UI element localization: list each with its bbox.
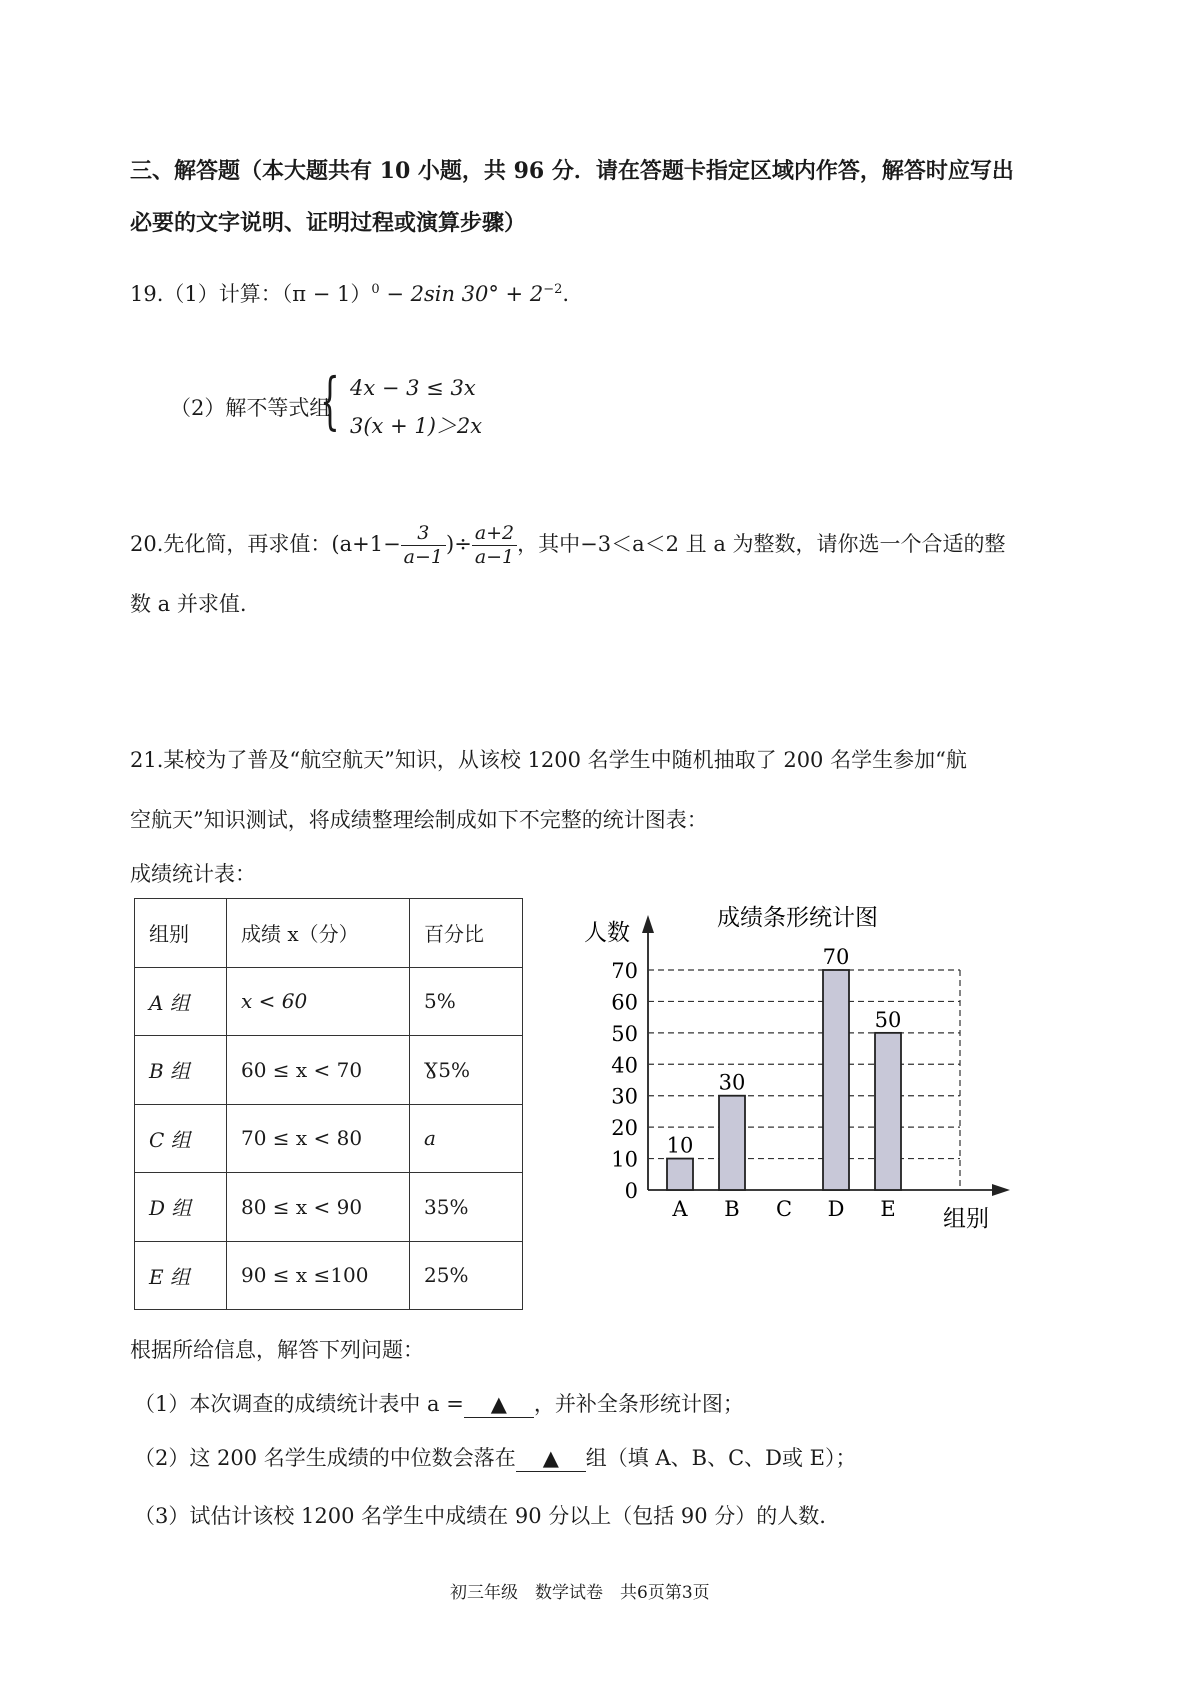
x-tick-label: D (827, 1197, 845, 1221)
section-header-line1: 三、解答题（本大题共有 10 小题，共 96 分．请在答题卡指定区域内作答，解答时应写出 (130, 158, 1014, 184)
y-tick-label: 60 (611, 990, 638, 1015)
q19-part1 (130, 282, 569, 307)
q20-frac2-num: a+2 (472, 522, 517, 546)
table-cell: 90 ≤ x ≤100 (227, 1241, 410, 1310)
y-tick-label: 40 (611, 1053, 638, 1078)
q21-sub1-prefix: （1）本次调查的成绩统计表中 a = (134, 1392, 464, 1416)
table-cell: E 组 (135, 1241, 227, 1310)
table-row (135, 1241, 523, 1310)
inequality-2: 3(x + 1)＞2x (350, 414, 483, 438)
table-cell: 25% (410, 1241, 523, 1310)
bar-data-label: 30 (718, 1070, 746, 1095)
table-cell: Ɣ5% (410, 1036, 523, 1105)
table-row (135, 1173, 523, 1242)
chart-xlabel: 组别 (943, 1206, 989, 1232)
table-cell: 80 ≤ x < 90 (227, 1173, 410, 1242)
q20-line2: 数 a 并求值. (130, 592, 247, 616)
y-tick-label: 70 (611, 959, 638, 983)
x-tick-label: B (724, 1197, 740, 1221)
q19-part1-end: . (562, 282, 570, 306)
bar-data-label: 10 (666, 1133, 694, 1158)
q19-part1-mid: − 2sin 30° + 2 (379, 282, 544, 306)
y-tick-label: 10 (611, 1147, 638, 1172)
table-cell: C 组 (135, 1104, 227, 1173)
table-cell: a (410, 1104, 523, 1173)
section-header-line2: 必要的文字说明、证明过程或演算步骤） (130, 210, 527, 236)
chart-xticks (671, 1197, 895, 1221)
table-header: 组别 (135, 899, 227, 968)
y-tick-label: 50 (611, 1021, 638, 1046)
after-chart-text: 根据所给信息，解答下列问题： (130, 1338, 424, 1362)
q20-suffix: ，其中−3＜a＜2 且 a 为整数，请你选一个合适的整 (517, 531, 1006, 556)
x-tick-label: A (672, 1197, 688, 1221)
brace-symbol: { (320, 364, 340, 437)
score-table (134, 898, 523, 1310)
inequality-1: 4x − 3 ≤ 3x (350, 376, 476, 400)
q20-frac1-den: a−1 (403, 545, 444, 568)
chart-yticks (611, 959, 638, 1203)
x-tick-label: E (880, 1197, 896, 1221)
table-cell: 60 ≤ x < 70 (227, 1036, 410, 1105)
q20-line1 (130, 522, 1006, 569)
bar-data-label: 50 (874, 1007, 902, 1032)
q20-frac1 (401, 522, 446, 569)
answer-blank-1[interactable]: ▲ (464, 1392, 534, 1418)
chart-grid (648, 970, 960, 1190)
chart-ylabel: 人数 (584, 920, 630, 946)
q21-line2: 空航天”知识测试，将成绩整理绘制成如下不完整的统计图表： (130, 808, 708, 832)
x-axis-arrow-icon (992, 1184, 1010, 1196)
q21-sub2-prefix: （2）这 200 名学生成绩的中位数会落在 (134, 1446, 516, 1470)
q21-sub1 (134, 1392, 744, 1418)
y-tick-label: 20 (611, 1116, 638, 1141)
bar-E (875, 1033, 901, 1190)
q20-prefix: 20.先化简，再求值：(a+1− (130, 531, 401, 556)
q19-part1-exp: 0 (371, 282, 380, 297)
q21-sub1-suffix: ，并补全条形统计图； (533, 1392, 744, 1416)
table-cell: A 组 (135, 967, 227, 1036)
q19-part1-prefix: 19.（1）计算：（π − 1） (130, 282, 372, 306)
bar-A (667, 1159, 693, 1190)
x-tick-label: C (775, 1197, 793, 1221)
table-header: 百分比 (410, 899, 523, 968)
q21-sub2-suffix: 组（填 A、B、C、D或 E）； (585, 1446, 857, 1470)
table-header-row (135, 899, 523, 968)
q20-frac1-num: 3 (401, 522, 446, 546)
q21-sub3: （3）试估计该校 1200 名学生中成绩在 90 分以上（包括 90 分）的人数. (134, 1504, 826, 1528)
chart-bars (667, 945, 902, 1190)
q20-frac2 (472, 522, 517, 569)
table-cell: x < 60 (227, 967, 410, 1036)
table-row (135, 967, 523, 1036)
q19-part1-exp2: −2 (543, 282, 563, 297)
table-cell: 35% (410, 1173, 523, 1242)
table-title: 成绩统计表： (130, 862, 256, 886)
bar-D (823, 970, 849, 1190)
table-header: 成绩 x（分） (227, 899, 410, 968)
table-row (135, 1036, 523, 1105)
bar-data-label: 70 (822, 945, 850, 969)
table-row (135, 1104, 523, 1173)
page-footer: 初三年级 数学试卷 共6页第3页 (450, 1583, 710, 1603)
chart-title: 成绩条形统计图 (717, 905, 878, 931)
q20-div: )÷ (446, 531, 472, 556)
q21-line1: 21.某校为了普及“航空航天”知识，从该校 1200 名学生中随机抽取了 200 名学生参加“航 (130, 748, 967, 772)
table-cell: D 组 (135, 1173, 227, 1242)
table-cell: 5% (410, 967, 523, 1036)
table-cell: B 组 (135, 1036, 227, 1105)
y-axis-arrow-icon (642, 915, 654, 933)
bar-B (719, 1096, 745, 1190)
q21-sub2 (134, 1446, 856, 1472)
answer-blank-2[interactable]: ▲ (516, 1446, 586, 1472)
bar-chart (560, 895, 1010, 1235)
table-cell: 70 ≤ x < 80 (227, 1104, 410, 1173)
q20-frac2-den: a−1 (474, 545, 515, 568)
y-tick-label: 30 (611, 1084, 638, 1109)
y-tick-label: 0 (624, 1179, 638, 1203)
q19-part2-label: （2）解不等式组 (170, 396, 331, 420)
